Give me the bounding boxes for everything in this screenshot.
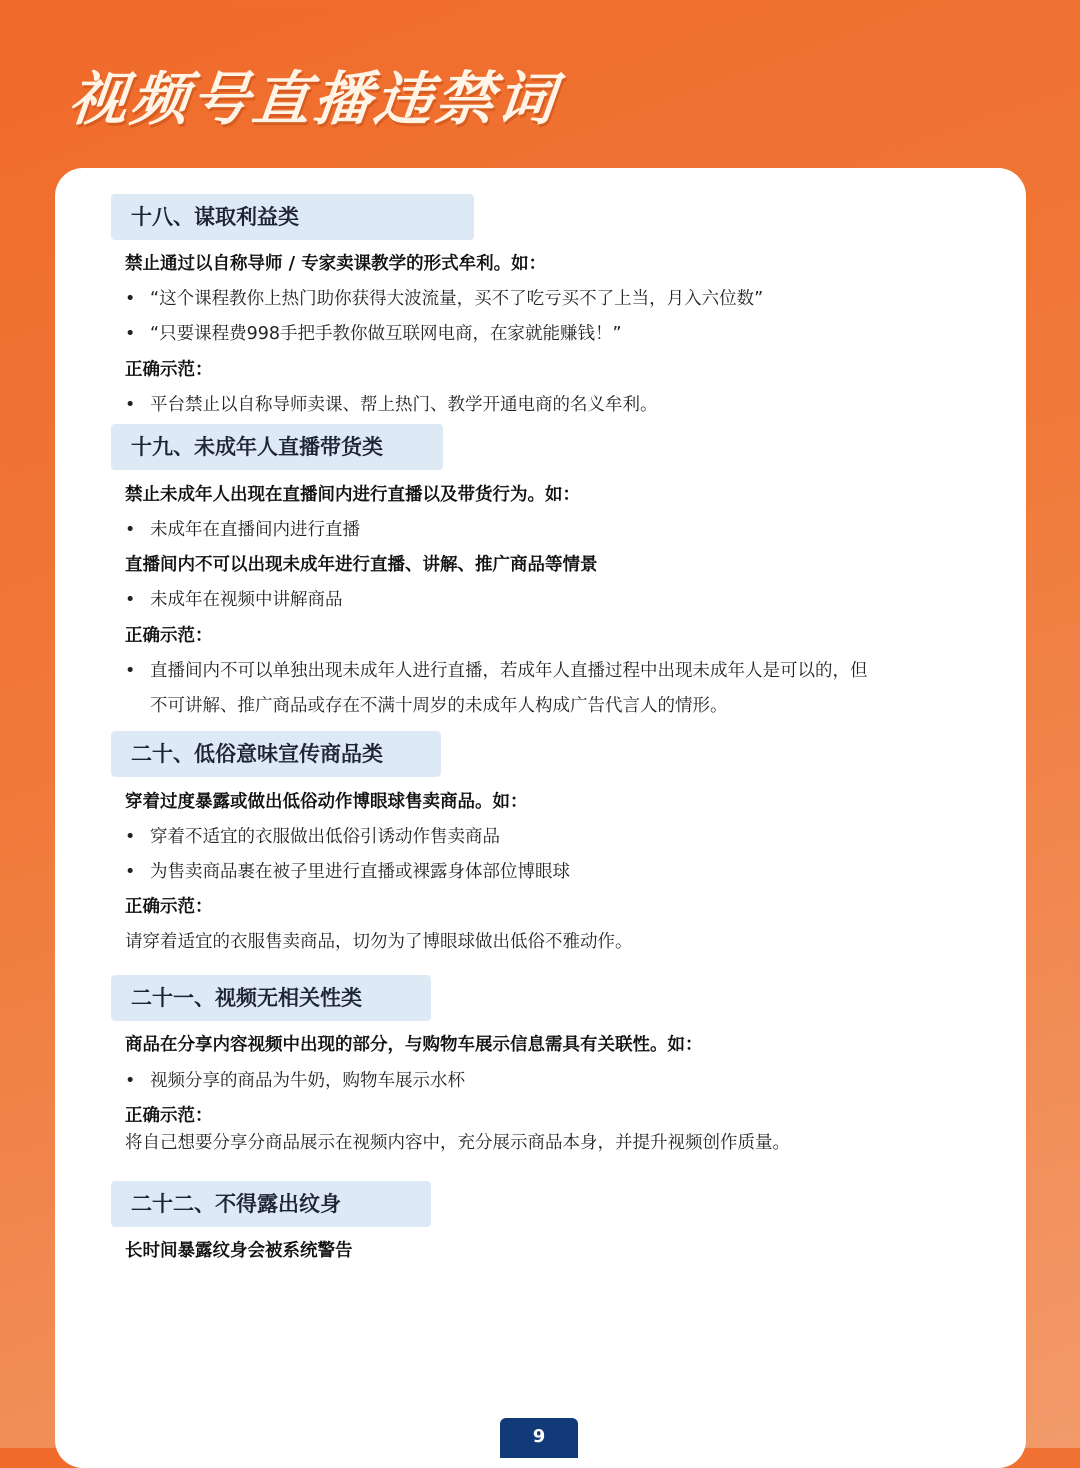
section-heading-22: 二十二、不得露出纹身 — [111, 1181, 431, 1227]
bullet-dot: • — [125, 1071, 136, 1091]
section-21-lead: 商品在分享内容视频中出现的部分，与购物车展示信息需具有关联性。如： — [125, 1035, 703, 1055]
section-21-bullet-1: 视频分享的商品为牛奶，购物车展示水杯 — [150, 1071, 465, 1091]
section-20-lead: 穿着过度暴露或做出低俗动作博眼球售卖商品。如： — [125, 792, 528, 812]
section-19-correct-line-1: 直播间内不可以单独出现未成年人进行直播，若成年人直播过程中出现未成年人是可以的，但 — [150, 661, 868, 681]
section-20-bullet-1: 穿着不适宜的衣服做出低俗引诱动作售卖商品 — [150, 827, 500, 847]
bullet-dot: • — [125, 395, 136, 415]
page-number-badge: 9 — [500, 1418, 578, 1458]
section-19-lead-2: 直播间内不可以出现未成年进行直播、讲解、推广商品等情景 — [125, 555, 598, 575]
section-19-lead: 禁止未成年人出现在直播间内进行直播以及带货行为。如： — [125, 485, 580, 505]
bullet-dot: • — [125, 827, 136, 847]
section-18-correct-1: 平台禁止以自称导师卖课、帮上热门、教学开通电商的名义牟利。 — [150, 395, 658, 415]
section-20-correct-text: 请穿着适宜的衣服售卖商品，切勿为了博眼球做出低俗不雅动作。 — [125, 932, 633, 952]
content-card — [55, 168, 1026, 1468]
section-21-correct-label: 正确示范： — [125, 1106, 213, 1126]
section-19-bullet-1: 未成年在直播间内进行直播 — [150, 520, 360, 540]
section-20-correct-label: 正确示范： — [125, 897, 213, 917]
bullet-dot: • — [125, 590, 136, 610]
section-19-correct-line-2: 不可讲解、推广商品或存在不满十周岁的未成年人构成广告代言人的情形。 — [150, 696, 728, 716]
section-heading-20: 二十、低俗意味宣传商品类 — [111, 731, 441, 777]
section-heading-21: 二十一、视频无相关性类 — [111, 975, 431, 1021]
bullet-dot: • — [125, 661, 136, 681]
section-19-correct-label: 正确示范： — [125, 626, 213, 646]
section-heading-19: 十九、未成年人直播带货类 — [111, 424, 443, 470]
page-title: 视频号直播违禁词 — [65, 65, 562, 133]
section-18-bullet-1: “这个课程教你上热门助你获得大波流量，买不了吃亏买不了上当，月入六位数” — [150, 289, 764, 309]
section-21-correct-text: 将自己想要分享分商品展示在视频内容中，充分展示商品本身，并提升视频创作质量。 — [125, 1133, 790, 1153]
bullet-dot: • — [125, 289, 136, 309]
section-heading-18: 十八、谋取利益类 — [111, 194, 474, 240]
section-22-lead: 长时间暴露纹身会被系统警告 — [125, 1241, 353, 1261]
section-18-correct-label: 正确示范： — [125, 360, 213, 380]
bullet-dot: • — [125, 520, 136, 540]
bullet-dot: • — [125, 324, 136, 344]
section-20-bullet-2: 为售卖商品裹在被子里进行直播或裸露身体部位博眼球 — [150, 862, 570, 882]
section-19-bullet-2: 未成年在视频中讲解商品 — [150, 590, 343, 610]
bullet-dot: • — [125, 862, 136, 882]
section-18-bullet-2: “只要课程费998手把手教你做互联网电商，在家就能赚钱！” — [150, 324, 622, 344]
section-18-lead: 禁止通过以自称导师 / 专家卖课教学的形式牟利。如： — [125, 254, 547, 274]
